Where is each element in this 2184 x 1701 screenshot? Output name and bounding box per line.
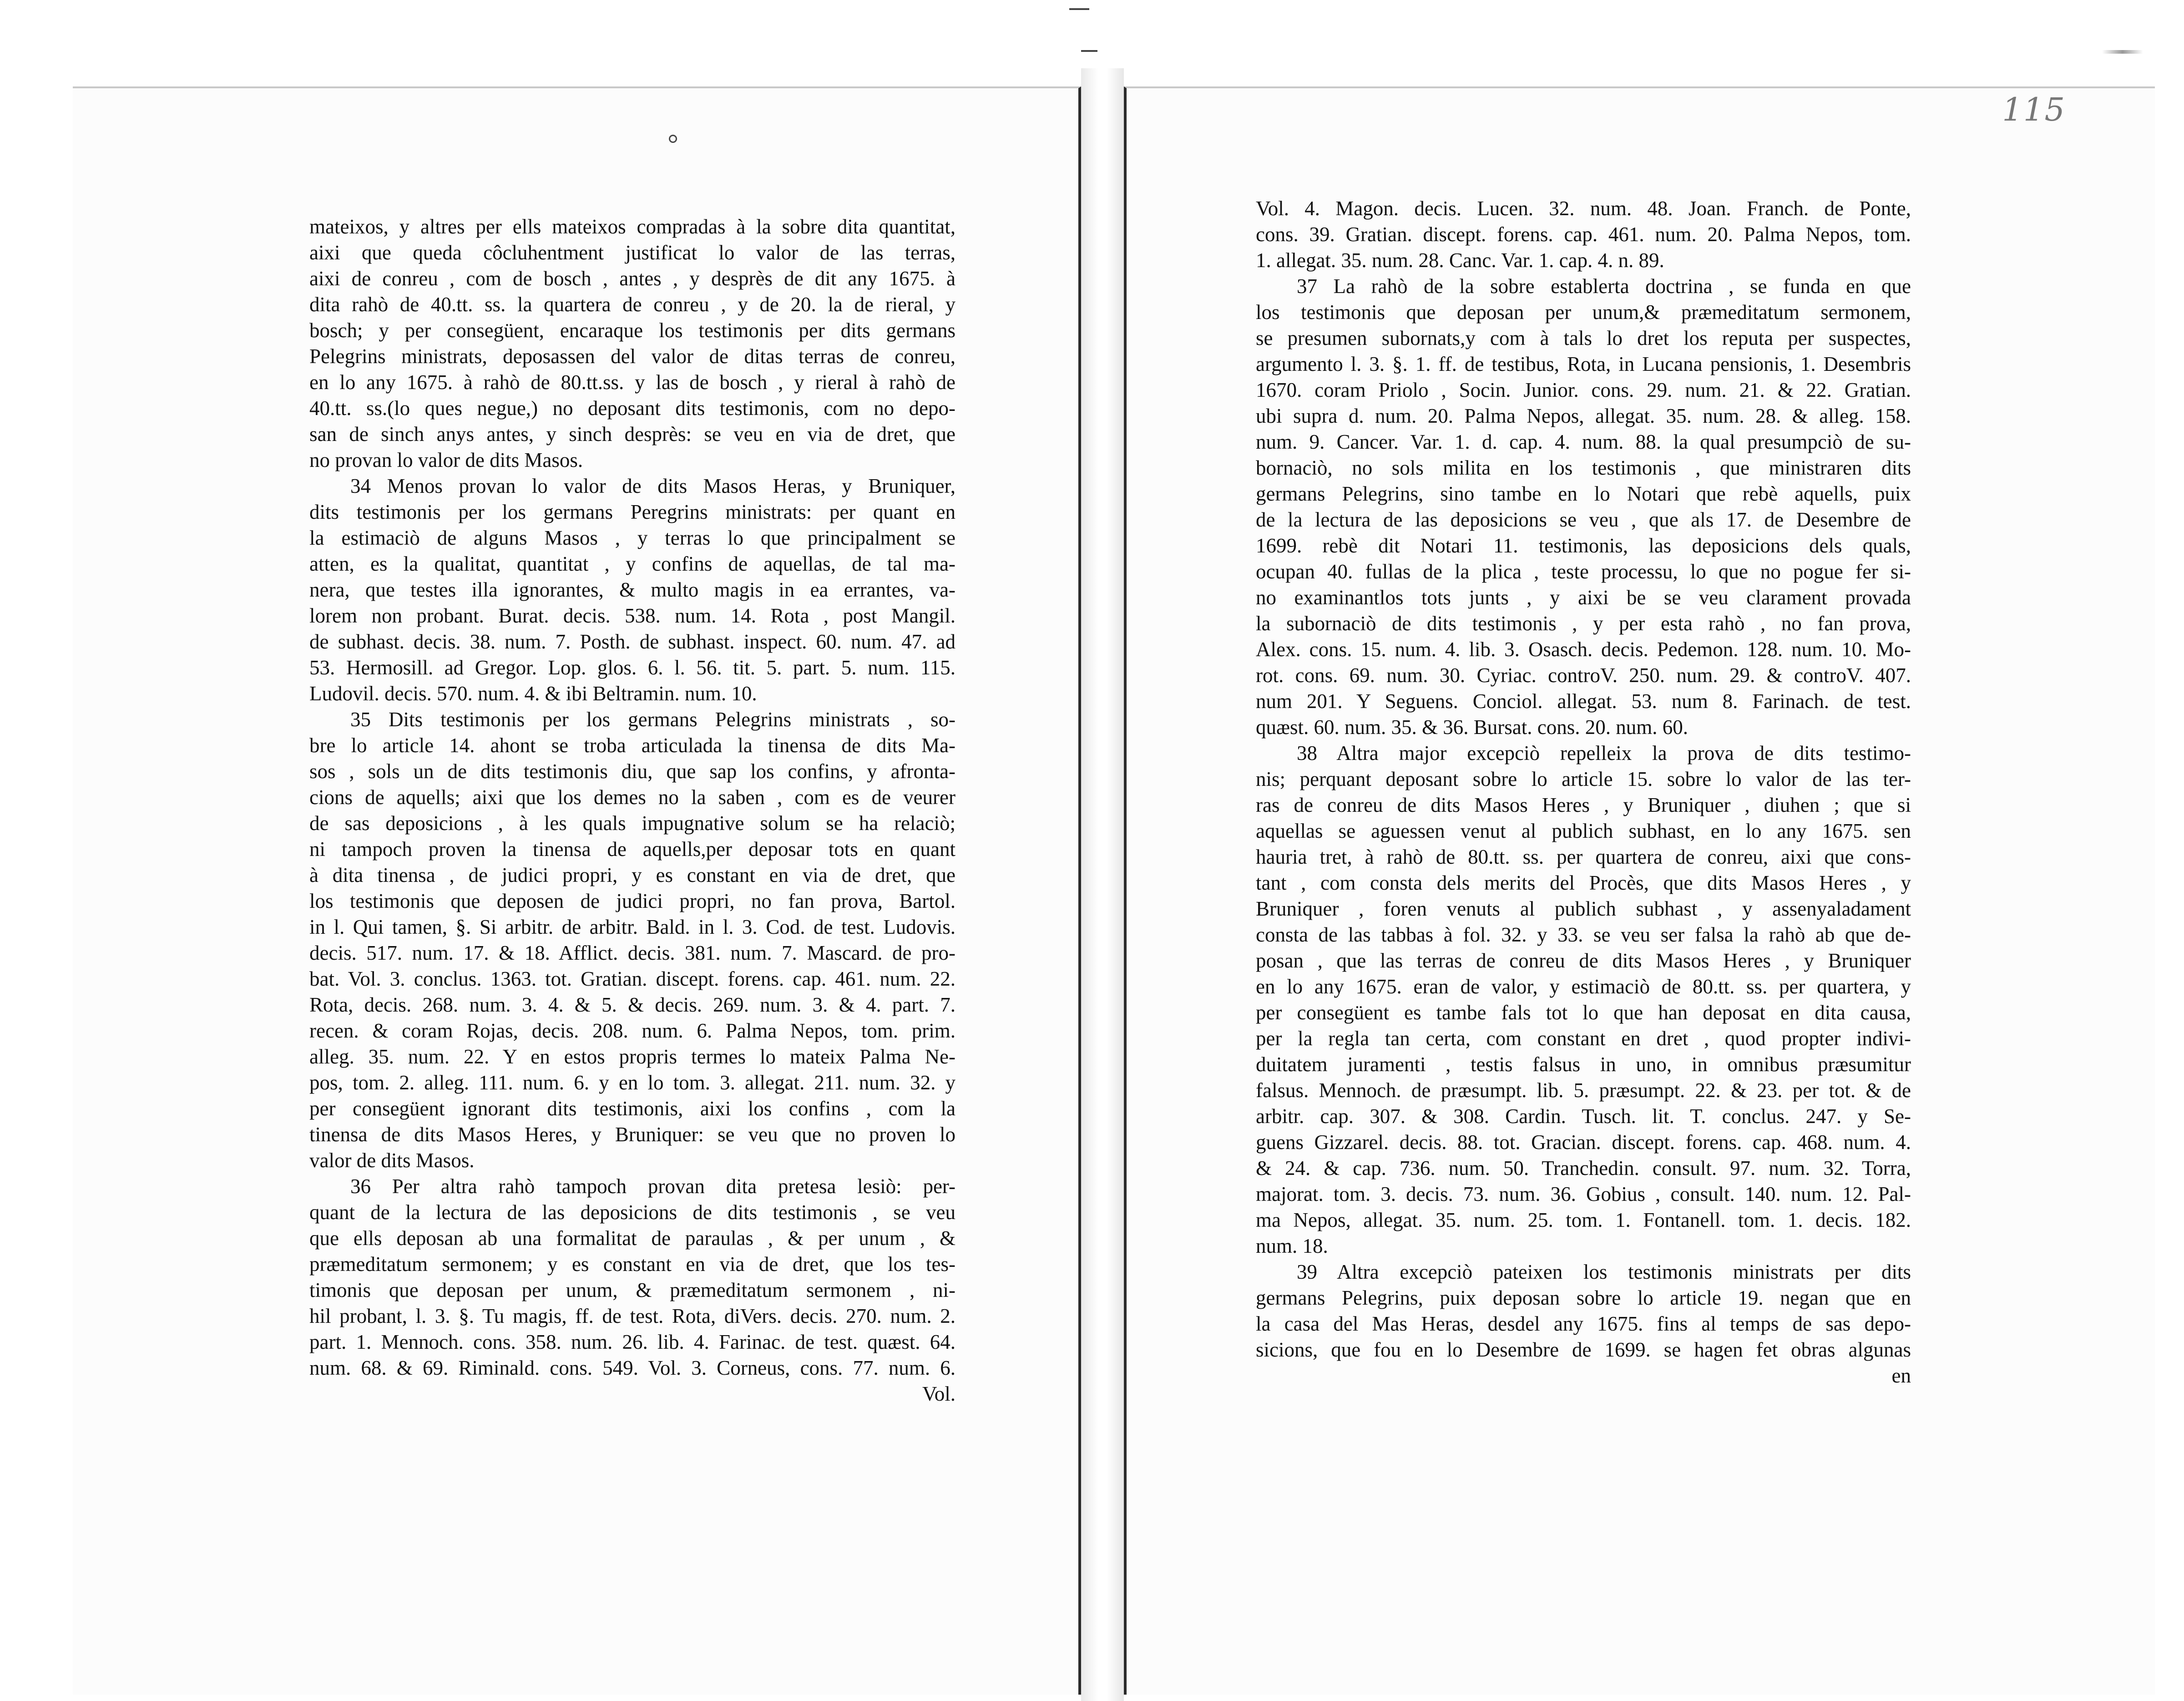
text-line: en lo any 1675. à rahò de 80.tt.ss. y las de bosch , y rieral à rahò de — [309, 371, 956, 394]
text-line: ubi supra d. num. 20. Palma Nepos, allegat. 35. num. 28. & alleg. 158. — [1256, 405, 1911, 427]
text-line: bosch; y per consegüent, encaraque los testimonis per dits germans — [309, 319, 956, 342]
text-line: num. 68. & 69. Riminald. cons. 549. Vol. 3. Corneus, cons. 77. num. 6. — [309, 1357, 956, 1379]
text-line: 35 Dits testimonis per los germans Pelegrins ministrats , so- — [350, 708, 956, 731]
text-line: no provan lo valor de dits Masos. — [309, 449, 583, 471]
text-line: sicions, que fou en lo Desembre de 1699. se hagen fet obras algunas — [1256, 1338, 1911, 1361]
text-line: quæst. 60. num. 35. & 36. Bursat. cons. 20. num. 60. — [1256, 716, 1689, 739]
text-line: atten, es la qualitat, quantitat , y confins de aquellas, de tal ma- — [309, 552, 956, 575]
text-line: sos , sols un de dits testimonis diu, que sap los confins, y afronta- — [309, 760, 956, 783]
text-line: recen. & coram Rojas, decis. 208. num. 6. Palma Nepos, tom. prim. — [309, 1019, 956, 1042]
text-line: en — [1891, 1364, 1911, 1387]
text-line: bre lo article 14. ahont se troba articulada la tinensa de dits Ma- — [309, 734, 956, 757]
text-line: los testimonis que deposen de judici propri, no fan prova, Bartol. — [309, 890, 956, 912]
text-line: 53. Hermosill. ad Gregor. Lop. glos. 6. l. 56. tit. 5. part. 5. num. 115. — [309, 656, 956, 679]
text-line: que ells deposan ab una formalitat de paraulas , & per unum , & — [309, 1227, 956, 1250]
text-line: Rota, decis. 268. num. 3. 4. & 5. & decis. 269. num. 3. & 4. part. 7. — [309, 993, 956, 1016]
text-line: num 201. Y Seguens. Conciol. allegat. 53. num 8. Farinach. de test. — [1256, 690, 1911, 713]
text-line: falsus. Mennoch. de præsumpt. lib. 5. præsumpt. 22. & 23. per tot. & de — [1256, 1079, 1911, 1102]
text-line: cons. 39. Gratian. discept. forens. cap. 461. num. 20. Palma Nepos, tom. — [1256, 223, 1911, 246]
text-line: & 24. & cap. 736. num. 50. Tranchedin. consult. 97. num. 32. Torra, — [1256, 1157, 1911, 1180]
gutter — [1081, 68, 1124, 1701]
text-line: arbitr. cap. 307. & 308. Cardin. Tusch. lit. T. conclus. 247. y Se- — [1256, 1105, 1911, 1128]
left-page-text — [309, 214, 956, 1407]
text-line: ni tampoch proven la tinensa de aquells,per deposar tots en quant — [309, 838, 956, 861]
text-line: duitatem juramenti , testis falsus in uno, in omnibus præsumitur — [1256, 1053, 1911, 1076]
text-line: part. 1. Mennoch. cons. 358. num. 26. lib. 4. Farinac. de test. quæst. 64. — [309, 1331, 956, 1353]
text-line: 36 Per altra rahò tampoch provan dita pretesa lesiò: per- — [350, 1175, 956, 1198]
text-line: majorat. tom. 3. decis. 73. num. 36. Gobius , consult. 140. num. 12. Pal- — [1256, 1183, 1911, 1205]
text-line: præmeditatum sermonem; y es constant en via de dret, que los tes- — [309, 1253, 956, 1276]
text-line: in l. Qui tamen, §. Si arbitr. de arbitr. Bald. in l. 3. Cod. de test. Ludovis. — [309, 916, 956, 938]
text-line: timonis que deposan per unum, & præmeditatum sermonem , ni- — [309, 1279, 956, 1301]
text-line: per consegüent es tambe fals tot lo que han deposat en dita causa, — [1256, 1001, 1911, 1024]
text-line: la subornaciò de dits testimonis , y per esta rahò , no fan prova, — [1256, 612, 1911, 635]
text-line: nera, que testes illa ignorantes, & multo magis in ea errantes, va- — [309, 578, 956, 601]
text-line: 38 Altra major excepciò repelleix la prova de dits testimo- — [1297, 742, 1911, 764]
text-line: nis; perquant deposant sobre lo article 15. sobre lo valor de las ter- — [1256, 768, 1911, 790]
text-line: alleg. 35. num. 22. Y en estos propris termes lo mateix Palma Ne- — [309, 1045, 956, 1068]
text-line: quant de la lectura de las deposicions de dits testimonis , se veu — [309, 1201, 956, 1224]
text-line: hauria tret, à rahò de 80.tt. ss. per quartera de conreu, aixi que cons- — [1256, 845, 1911, 868]
top-mark-lower — [1081, 50, 1097, 52]
text-line: aquellas se aguessen venut al publich subhast, en lo any 1675. sen — [1256, 820, 1911, 842]
text-line: posan , que las terras de conreu de dits Masos Heres , y Bruniquer — [1256, 949, 1911, 972]
text-line: bornaciò, no sols milita en los testimonis , que ministraren dits — [1256, 456, 1911, 479]
text-line: guens Gizzarel. decis. 88. tot. Gracian. discept. forens. cap. 468. num. 4. — [1256, 1131, 1911, 1154]
text-line: 39 Altra excepciò pateixen los testimonis ministrats per dits — [1297, 1261, 1911, 1283]
text-line: san de sinch anys antes, y sinch desprès: se veu en via de dret, que — [309, 423, 956, 446]
text-line: Vol. 4. Magon. decis. Lucen. 32. num. 48. Joan. Franch. de Ponte, — [1256, 197, 1911, 220]
text-line: Alex. cons. 15. num. 4. lib. 3. Osasch. decis. Pedemon. 128. num. 10. Mo- — [1256, 638, 1911, 661]
text-line: cions de aquells; aixi que los demes no la saben , com es de veurer — [309, 786, 956, 809]
text-line: decis. 517. num. 17. & 18. Afflict. decis. 381. num. 7. Mascard. de pro- — [309, 942, 956, 964]
text-line: Vol. — [922, 1382, 956, 1405]
text-line: de sas deposicions , à les quals impugnative solum se ha relaciò; — [309, 812, 956, 835]
text-line: valor de dits Masos. — [309, 1149, 475, 1172]
text-line: consta de las tabbas à fol. 32. y 33. se veu ser falsa la rahò ab que de- — [1256, 923, 1911, 946]
text-line: ras de conreu de dits Masos Heres , y Bruniquer , diuhen ; que si — [1256, 794, 1911, 816]
text-line: bat. Vol. 3. conclus. 1363. tot. Gratian. discept. forens. cap. 461. num. 22. — [309, 967, 956, 990]
text-line: 1670. coram Priolo , Socin. Junior. cons. 29. num. 21. & 22. Gratian. — [1256, 379, 1911, 401]
text-line: tant , com consta dels merits del Procès, que dits Masos Heres , y — [1256, 871, 1911, 894]
text-line: la estimaciò de alguns Masos , y terras lo que principalment se — [309, 526, 956, 549]
corner-mark — [2102, 50, 2143, 54]
text-line: germans Pelegrins, puix deposan sobre lo article 19. negan que en — [1256, 1286, 1911, 1309]
text-line: 1699. rebè dit Notari 11. testimonis, las deposicions dels quals, — [1256, 534, 1911, 557]
text-line: argumento l. 3. §. 1. ff. de testibus, Rota, in Lucana pensionis, 1. Desembris — [1256, 353, 1911, 375]
text-line: Pelegrins ministrats, deposassen del valor de ditas terras de conreu, — [309, 345, 956, 368]
text-line: en lo any 1675. eran de valor, y estimaciò de 80.tt. ss. per quartera, y — [1256, 975, 1911, 998]
text-line: dita rahò de 40.tt. ss. la quartera de conreu , y de 20. la de rieral, y — [309, 293, 956, 316]
text-line: aixi que queda côcluhentment justificat lo valor de las terras, — [309, 241, 956, 264]
text-line: pos, tom. 2. alleg. 111. num. 6. y en lo tom. 3. allegat. 211. num. 32. y — [309, 1071, 956, 1094]
text-line: rot. cons. 69. num. 30. Cyriac. controV. 250. num. 29. & controV. 407. — [1256, 664, 1911, 687]
text-line: los testimonis que deposan per unum,& præmeditatum sermonem, — [1256, 301, 1911, 324]
text-line: tinensa de dits Masos Heres, y Bruniquer: se veu que no proven lo — [309, 1123, 956, 1146]
text-line: de la lectura de las deposicions se veu , que als 17. de Desembre de — [1256, 508, 1911, 531]
right-page-text — [1256, 196, 1911, 1389]
text-line: num. 18. — [1256, 1235, 1328, 1257]
text-line: per consegüent ignorant dits testimonis, aixi los confins , com la — [309, 1097, 956, 1120]
text-line: aixi de conreu , com de bosch , antes , y desprès de dit any 1675. à — [309, 267, 956, 290]
ink-dot — [669, 135, 677, 143]
text-line: 40.tt. ss.(lo ques negue,) no deposant dits testimonis, com no depo- — [309, 397, 956, 420]
text-line: per la regla tan certa, com constant en dret , quod propter indivi- — [1256, 1027, 1911, 1050]
text-line: lorem non probant. Burat. decis. 538. num. 14. Rota , post Mangil. — [309, 604, 956, 627]
text-line: de subhast. decis. 38. num. 7. Posth. de subhast. inspect. 60. num. 47. ad — [309, 630, 956, 653]
top-mark — [1069, 8, 1089, 10]
text-line: ma Nepos, allegat. 35. num. 25. tom. 1. Fontanell. tom. 1. decis. 182. — [1256, 1209, 1911, 1231]
text-line: Bruniquer , foren venuts al publich subhast , y assenyaladament — [1256, 897, 1911, 920]
text-line: mateixos, y altres per ells mateixos compradas à la sobre dita quantitat, — [309, 215, 956, 238]
text-line: 34 Menos provan lo valor de dits Masos Heras, y Bruniquer, — [350, 475, 956, 497]
text-line: Ludovil. decis. 570. num. 4. & ibi Beltramin. num. 10. — [309, 682, 757, 705]
text-line: ocupan 40. fullas de la plica , teste processu, lo que no pogue fer si- — [1256, 560, 1911, 583]
text-line: germans Pelegrins, sino tambe en lo Notari que rebè aquells, puix — [1256, 482, 1911, 505]
text-line: 37 La rahò de la sobre establerta doctrina , se funda en que — [1297, 275, 1911, 298]
text-line: num. 9. Cancer. Var. 1. d. cap. 4. num. 88. la qual presumpciò de su- — [1256, 430, 1911, 453]
text-line: dits testimonis per los germans Peregrins ministrats: per quant en — [309, 501, 956, 523]
folio-number: 115 — [2002, 91, 2066, 128]
text-line: à dita tinensa , de judici propri, y es constant en via de dret, que — [309, 864, 956, 886]
text-line: se presumen subornats,y com à tals lo dret los reputa per suspectes, — [1256, 327, 1911, 349]
text-line: 1. allegat. 35. num. 28. Canc. Var. 1. cap. 4. n. 89. — [1256, 249, 1664, 272]
text-line: no examinantlos tots junts , y aixi be se veu clarament provada — [1256, 586, 1911, 609]
text-line: hil probant, l. 3. §. Tu magis, ff. de test. Rota, diVers. decis. 270. num. 2. — [309, 1305, 956, 1327]
text-line: la casa del Mas Heras, desdel any 1675. fins al temps de sas depo- — [1256, 1312, 1911, 1335]
